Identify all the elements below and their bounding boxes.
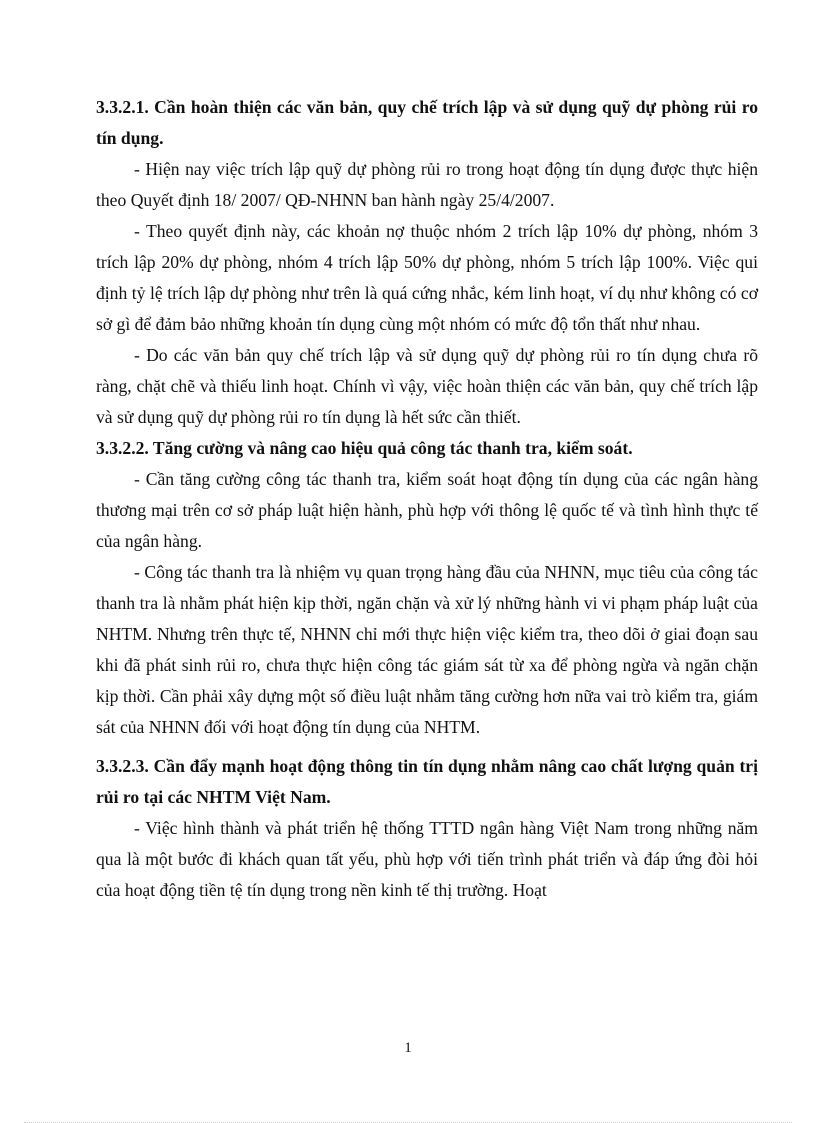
section-heading-3-3-2-3: 3.3.2.3. Cần đẩy mạnh hoạt động thông tin tín dụng nhằm nâng cao chất lượng quản trị rủi ro tại các NHTM Việt Nam.	[96, 756, 758, 807]
section-heading-3-3-2-2: 3.3.2.2. Tăng cường và nâng cao hiệu quả công tác thanh tra, kiểm soát.	[96, 438, 633, 458]
paragraph: - Việc hình thành và phát triển hệ thống TTTD ngân hàng Việt Nam trong những năm qua là một bước đi khách quan tất yếu, phù hợp với tiến trình phát triển và đáp ứng đòi hỏi của hoạt động tiền tệ tín dụng trong nền kinh tế thị trường. Hoạt	[96, 818, 758, 900]
paragraph: - Công tác thanh tra là nhiệm vụ quan trọng hàng đầu của NHNN, mục tiêu của công tác thanh tra là nhằm phát hiện kịp thời, ngăn chặn và xử lý những hành vi vi phạm pháp luật của NHTM. Nhưng trên thực tế, NHNN chỉ mới thực hiện việc kiểm tra, theo dõi ở giai đoạn sau khi đã phát sinh rủi ro, chưa thực hiện công tác giám sát từ xa để phòng ngừa và ngăn chặn kịp thời. Cần phải xây dựng một số điều luật nhằm tăng cường hơn nữa vai trò kiểm tra, giám sát của NHNN đối với hoạt động tín dụng của NHTM.	[96, 562, 758, 737]
document-page	[96, 92, 758, 906]
paragraph: - Do các văn bản quy chế trích lập và sử dụng quỹ dự phòng rủi ro tín dụng chưa rõ ràng, chặt chẽ và thiếu linh hoạt. Chính vì vậy, việc hoàn thiện các văn bản, quy chế trích lập và sử dụng quỹ dự phòng rủi ro tín dụng là hết sức cần thiết.	[96, 345, 758, 427]
paragraph: - Theo quyết định này, các khoản nợ thuộc nhóm 2 trích lập 10% dự phòng, nhóm 3 trích lập 20% dự phòng, nhóm 4 trích lập 50% dự phòng, nhóm 5 trích lập 100%. Việc qui định tỷ lệ trích lập dự phòng như trên là quá cứng nhắc, kém linh hoạt, ví dụ như không có cơ sở gì để đảm bảo những khoản tín dụng cùng một nhóm có mức độ tổn thất như nhau.	[96, 221, 758, 334]
section-heading-3-3-2-1: 3.3.2.1. Cần hoàn thiện các văn bản, quy chế trích lập và sử dụng quỹ dự phòng rủi ro tín dụng.	[96, 97, 758, 148]
paragraph: - Hiện nay việc trích lập quỹ dự phòng rủi ro trong hoạt động tín dụng được thực hiện theo Quyết định 18/ 2007/ QĐ-NHNN ban hành ngày 25/4/2007.	[96, 159, 758, 210]
paragraph: - Cần tăng cường công tác thanh tra, kiểm soát hoạt động tín dụng của các ngân hàng thương mại trên cơ sở pháp luật hiện hành, phù hợp với thông lệ quốc tế và tình hình thực tế của ngân hàng.	[96, 469, 758, 551]
page-number: 1	[404, 1040, 412, 1056]
